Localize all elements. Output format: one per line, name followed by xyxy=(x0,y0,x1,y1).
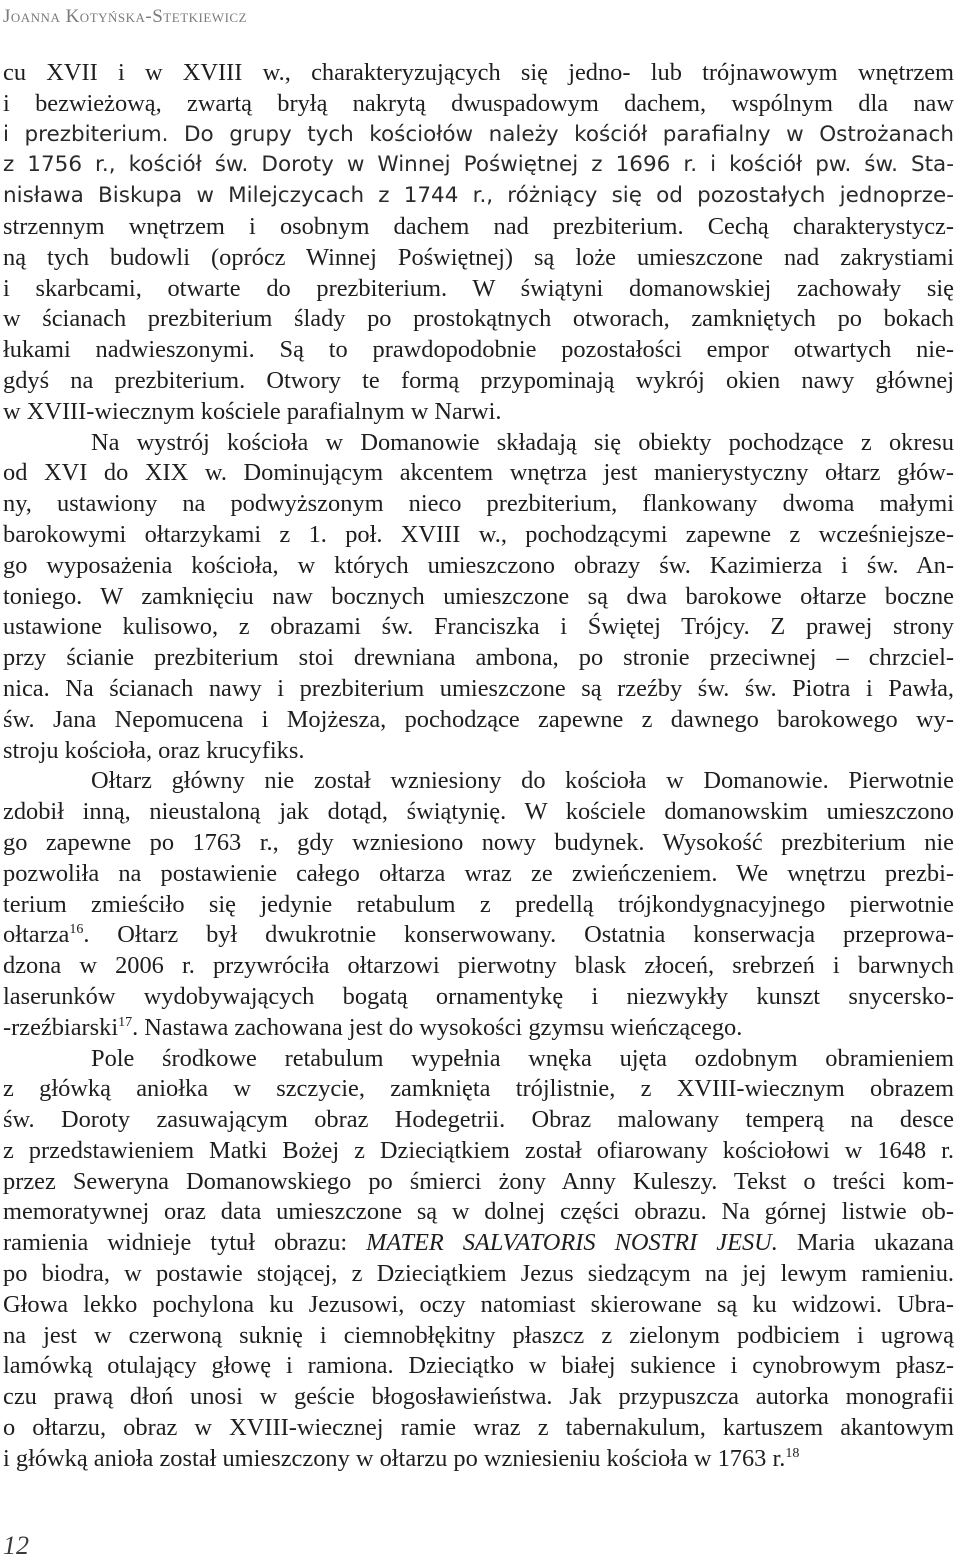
text-line-32-end: . Nastawa zachowana jest do wysokości gzymsu wieńczącego. xyxy=(132,1013,743,1041)
painting-title: MATER SALVATORIS NOSTRI JESU. xyxy=(366,1229,778,1257)
text-line-39-start: ramienia widnieje tytuł obrazu: xyxy=(3,1229,367,1257)
text-line-8: i skarbcami, otwarte do prezbiterium. W świątyni domanowskiej zachowały się xyxy=(3,274,954,302)
text-line-9: w ścianach prezbiterium ślady po prostokątnych otworach, zamkniętych po bokach xyxy=(3,305,954,333)
text-line-32 xyxy=(3,1013,954,1044)
text-line-38: memoratywnej oraz data umieszczone są w dolnej części obrazu. Na górnej listwie ob- xyxy=(3,1198,954,1226)
text-line-41: Głowa lekko pochylona ku Jezusowi, oczy natomiast skierowane są ku widzowi. Ubra- xyxy=(3,1290,954,1318)
text-line-36: z przedstawieniem Matki Bożej z Dzieciątkiem został ofiarowany kościołowi w 1648 r. xyxy=(3,1136,954,1164)
text-line-22: św. Jana Nepomucena i Mojżesza, pochodzące zapewne z dawnego barokowego wy- xyxy=(3,705,954,733)
text-line-10: łukami nadwieszonymi. Są to prawdopodobnie pozostałości empor otwartych nie- xyxy=(3,336,954,364)
text-line-39 xyxy=(3,1228,954,1259)
text-line-31: laserunków wydobywających bogatą ornamentykę i niezwykły kunszt snycersko- xyxy=(3,982,954,1010)
text-line-16: barokowymi ołtarzykami z 1. poł. XVIII w., pochodzącymi zapewne z wcześniejsze- xyxy=(3,520,954,548)
text-line-33: Pole środkowe retabulum wypełnia wnęka ujęta ozdobnym obramieniem xyxy=(91,1044,954,1072)
text-line-11: gdyś na prezbiterium. Otwory te formą przypominają wykrój okien nawy głównej xyxy=(3,366,954,394)
text-line-6: strzennym wnętrzem i osobnym dachem nad prezbiterium. Cechą charakterystycz- xyxy=(3,212,954,240)
text-line-32-start: -rzeźbiarski xyxy=(3,1013,119,1041)
text-line-46 xyxy=(3,1444,954,1475)
text-line-37: przez Seweryna Domanowskiego po śmierci żony Anny Kuleszy. Tekst o treści kom- xyxy=(3,1167,954,1195)
text-line-29-end: . Ołtarz był dwukrotnie konserwowany. Ostatnia konserwacja przeprowa- xyxy=(83,921,954,949)
text-line-21: nica. Na ścianach nawy i prezbiterium umieszczone są rzeźby św. św. Piotra i Pawła, xyxy=(3,674,954,702)
text-line-40: po biodra, w postawie stojącej, z Dzieciątkiem Jezus siedzącym na jej lewym ramieniu. xyxy=(3,1260,954,1288)
page-number: 12 xyxy=(3,1531,29,1560)
text-line-17: go wyposażenia kościoła, w których umieszczono obrazy św. Kazimierza i św. An- xyxy=(3,551,954,579)
text-line-34: z główką aniołka w szczycie, zamknięta trójlistnie, z XVIII-wiecznym obrazem xyxy=(3,1075,954,1103)
text-line-26: go zapewne po 1763 r., gdy wzniesiono nowy budynek. Wysokość prezbiterium nie xyxy=(3,828,954,856)
text-line-3: i prezbiterium. Do grupy tych kościołów należy kościół parafialny w Ostrożanach xyxy=(3,121,954,147)
text-line-4: z 1756 r., kościół św. Doroty w Winnej Poświętnej z 1696 r. i kościół pw. św. Sta- xyxy=(3,152,954,178)
text-line-44: czu prawą dłoń unosi w geście błogosławieństwa. Jak przypuszcza autorka monografii xyxy=(3,1383,954,1411)
text-line-28: terium zmieściło się jedynie retabulum z predellą trójkondygnacyjnego pierwotnie xyxy=(3,890,954,918)
text-line-30: dzona w 2006 r. przywróciła ołtarzowi pierwotny blask złoceń, srebrzeń i barwnych xyxy=(3,952,954,980)
text-line-13: Na wystrój kościoła w Domanowie składają się obiekty pochodzące z okresu xyxy=(91,428,954,456)
text-line-43: lamówką otulający głowę i ramiona. Dzieciątko w białej sukience i cynobrowym płasz- xyxy=(3,1352,954,1380)
text-line-14: od XVI do XIX w. Dominującym akcentem wnętrza jest manierystyczny ołtarz głów- xyxy=(3,459,954,487)
text-line-35: św. Doroty zasuwającym obraz Hodegetrii. Obraz malowany temperą na desce xyxy=(3,1106,954,1134)
text-line-29 xyxy=(3,920,954,951)
text-line-29-start: ołtarza xyxy=(3,921,70,949)
footnote-ref-17[interactable]: 17 xyxy=(118,1014,133,1030)
text-line-27: pozwoliła na postawienie całego ołtarza wraz ze zwieńczeniem. We wnętrzu prezbi- xyxy=(3,859,954,887)
body-text xyxy=(3,58,954,1475)
text-line-1: cu XVII i w XVIII w., charakteryzujących się jedno- lub trójnawowym wnętrzem xyxy=(3,59,954,86)
text-line-15: ny, ustawiony na podwyższonym nieco prezbiterium, flankowany dwoma małymi xyxy=(3,490,954,518)
text-line-18: toniego. W zamknięciu naw bocznych umieszczone są dwa barokowe ołtarze boczne xyxy=(3,582,954,610)
text-line-5: nisława Biskupa w Milejczycach z 1744 r., różniący się od pozostałych jednoprze- xyxy=(3,183,954,209)
text-line-7: ną tych budowli (oprócz Winnej Poświętnej) są loże umieszczone nad zakrystiami xyxy=(3,243,954,271)
footnote-ref-18[interactable]: 18 xyxy=(785,1445,800,1461)
running-head: Joanna Kotyńska-Stetkiewicz xyxy=(3,6,248,27)
text-line-39-end: Maria ukazana xyxy=(777,1229,954,1257)
text-line-42: na jest w czerwoną suknię i ciemnobłękitny płaszcz z zielonym podbiciem i ugrową xyxy=(3,1321,954,1349)
text-line-20: przy ścianie prezbiterium stoi drewniana ambona, po stronie przeciwnej – chrzciel- xyxy=(3,644,954,672)
text-line-2: i bezwieżową, zwartą bryłą nakrytą dwuspadowym dachem, wspólnym dla naw xyxy=(3,89,954,117)
text-line-25: zdobił inną, nieustaloną jak dotąd, świątynię. W kościele domanowskim umieszczono xyxy=(3,798,954,826)
text-line-12: w XVIII-wiecznym kościele parafialnym w Narwi. xyxy=(3,397,502,425)
text-line-46-start: i główką anioła został umieszczony w ołtarzu po wzniesieniu kościoła w 1763 r. xyxy=(3,1444,786,1472)
text-line-24: Ołtarz główny nie został wzniesiony do kościoła w Domanowie. Pierwotnie xyxy=(91,767,954,795)
text-line-23: stroju kościoła, oraz krucyfiks. xyxy=(3,736,305,764)
footnote-ref-16[interactable]: 16 xyxy=(69,922,84,938)
text-line-45: o ołtarzu, obraz w XVIII-wiecznej ramie wraz z tabernakulum, kartuszem akantowym xyxy=(3,1414,954,1442)
text-line-19: ustawione kulisowo, z obrazami św. Franciszka i Świętej Trójcy. Z prawej strony xyxy=(3,613,954,641)
